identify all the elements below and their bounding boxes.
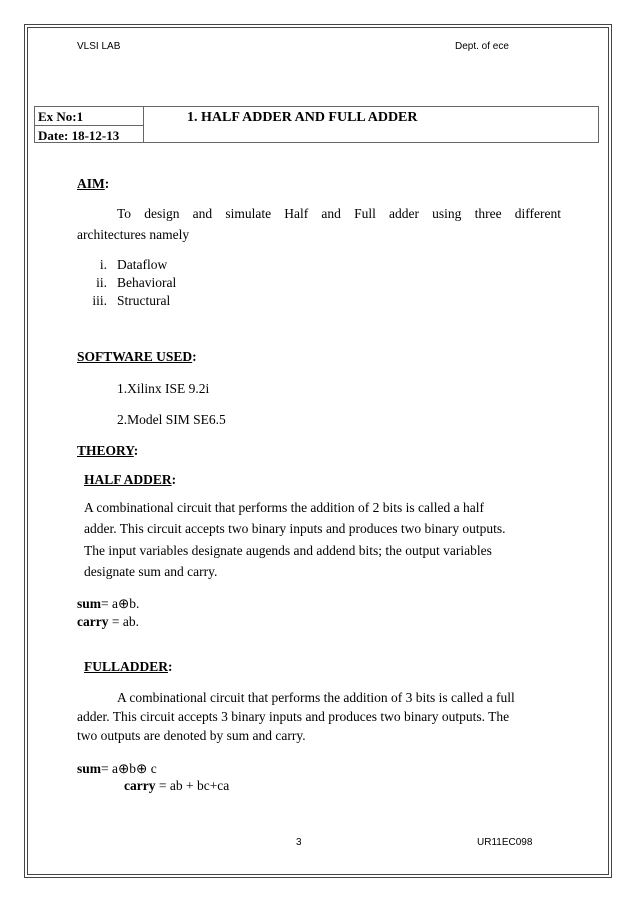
list-item-number: iii.: [92, 293, 107, 308]
half-adder-carry-equation: [77, 615, 139, 629]
half-adder-text-line4: designate sum and carry.: [84, 564, 218, 579]
exercise-number: Ex No:1: [38, 109, 84, 124]
half-adder-text-line2: adder. This circuit accepts two binary inputs and produces two binary outputs.: [84, 521, 506, 536]
software-heading-line: [77, 350, 197, 364]
half-adder-heading-line: [84, 473, 176, 487]
aim-colon: :: [104, 176, 110, 191]
software-item-xilinx: 1.Xilinx ISE 9.2i: [117, 381, 210, 396]
aim-text-line1: To design and simulate Half and Full adder using three different: [117, 206, 561, 221]
table-divider-horizontal: [35, 125, 143, 126]
software-colon: :: [192, 349, 197, 364]
header-department: Dept. of ece: [455, 41, 509, 52]
student-id: UR11EC098: [477, 837, 533, 848]
software-item-modelsim: 2.Model SIM SE6.5: [117, 412, 226, 427]
half-adder-sum-equation: [77, 597, 139, 611]
exercise-header-table: [34, 106, 599, 143]
list-item-label: Structural: [117, 293, 171, 308]
exercise-date: Date: 18-12-13: [38, 128, 120, 143]
full-adder-heading-line: [84, 660, 173, 674]
half-adder-text-line3: The input variables designate augends and addend bits; the output variables: [84, 543, 492, 558]
aim-text: [117, 206, 561, 222]
aim-heading: AIM: [77, 176, 105, 191]
header-lab-name: VLSI LAB: [77, 41, 121, 52]
full-adder-heading: FULLADDER: [84, 659, 169, 674]
full-adder-sum-equation: [77, 762, 157, 776]
full-adder-colon: :: [168, 659, 173, 674]
half-adder-colon: :: [171, 472, 177, 487]
theory-heading-line: [77, 444, 138, 458]
carry-label: carry: [77, 614, 109, 629]
aim-text-line2: architectures namely: [77, 227, 190, 242]
list-item-label: Dataflow: [117, 257, 168, 272]
half-adder-text-line1: A combinational circuit that performs the addition of 2 bits is called a half: [84, 500, 485, 515]
full-adder-carry-equation: [124, 779, 229, 793]
table-divider-vertical: [143, 107, 144, 142]
carry-expression: = ab.: [108, 614, 139, 629]
theory-heading: THEORY: [77, 443, 134, 458]
page-number: 3: [296, 837, 302, 848]
sum-label: sum: [77, 761, 102, 776]
sum-expression: = a⊕b⊕ c: [101, 761, 157, 776]
list-item-number: i.: [99, 257, 107, 272]
exercise-title: 1. HALF ADDER AND FULL ADDER: [187, 110, 418, 125]
aim-heading-line: [77, 177, 109, 191]
carry-expression: = ab + bc+ca: [155, 778, 230, 793]
carry-label: carry: [124, 778, 156, 793]
sum-expression: = a⊕b.: [101, 596, 140, 611]
half-adder-heading: HALF ADDER: [84, 472, 172, 487]
theory-colon: :: [133, 443, 139, 458]
sum-label: sum: [77, 596, 102, 611]
list-item-label: Behavioral: [117, 275, 177, 290]
list-item-number: ii.: [96, 275, 107, 290]
full-adder-text-line1: A combinational circuit that performs the addition of 3 bits is called a full: [117, 690, 515, 705]
full-adder-text-line2: adder. This circuit accepts 3 binary inputs and produces two binary outputs. The: [77, 709, 510, 724]
software-heading: SOFTWARE USED: [77, 349, 193, 364]
full-adder-text-line3: two outputs are denoted by sum and carry.: [77, 728, 306, 743]
